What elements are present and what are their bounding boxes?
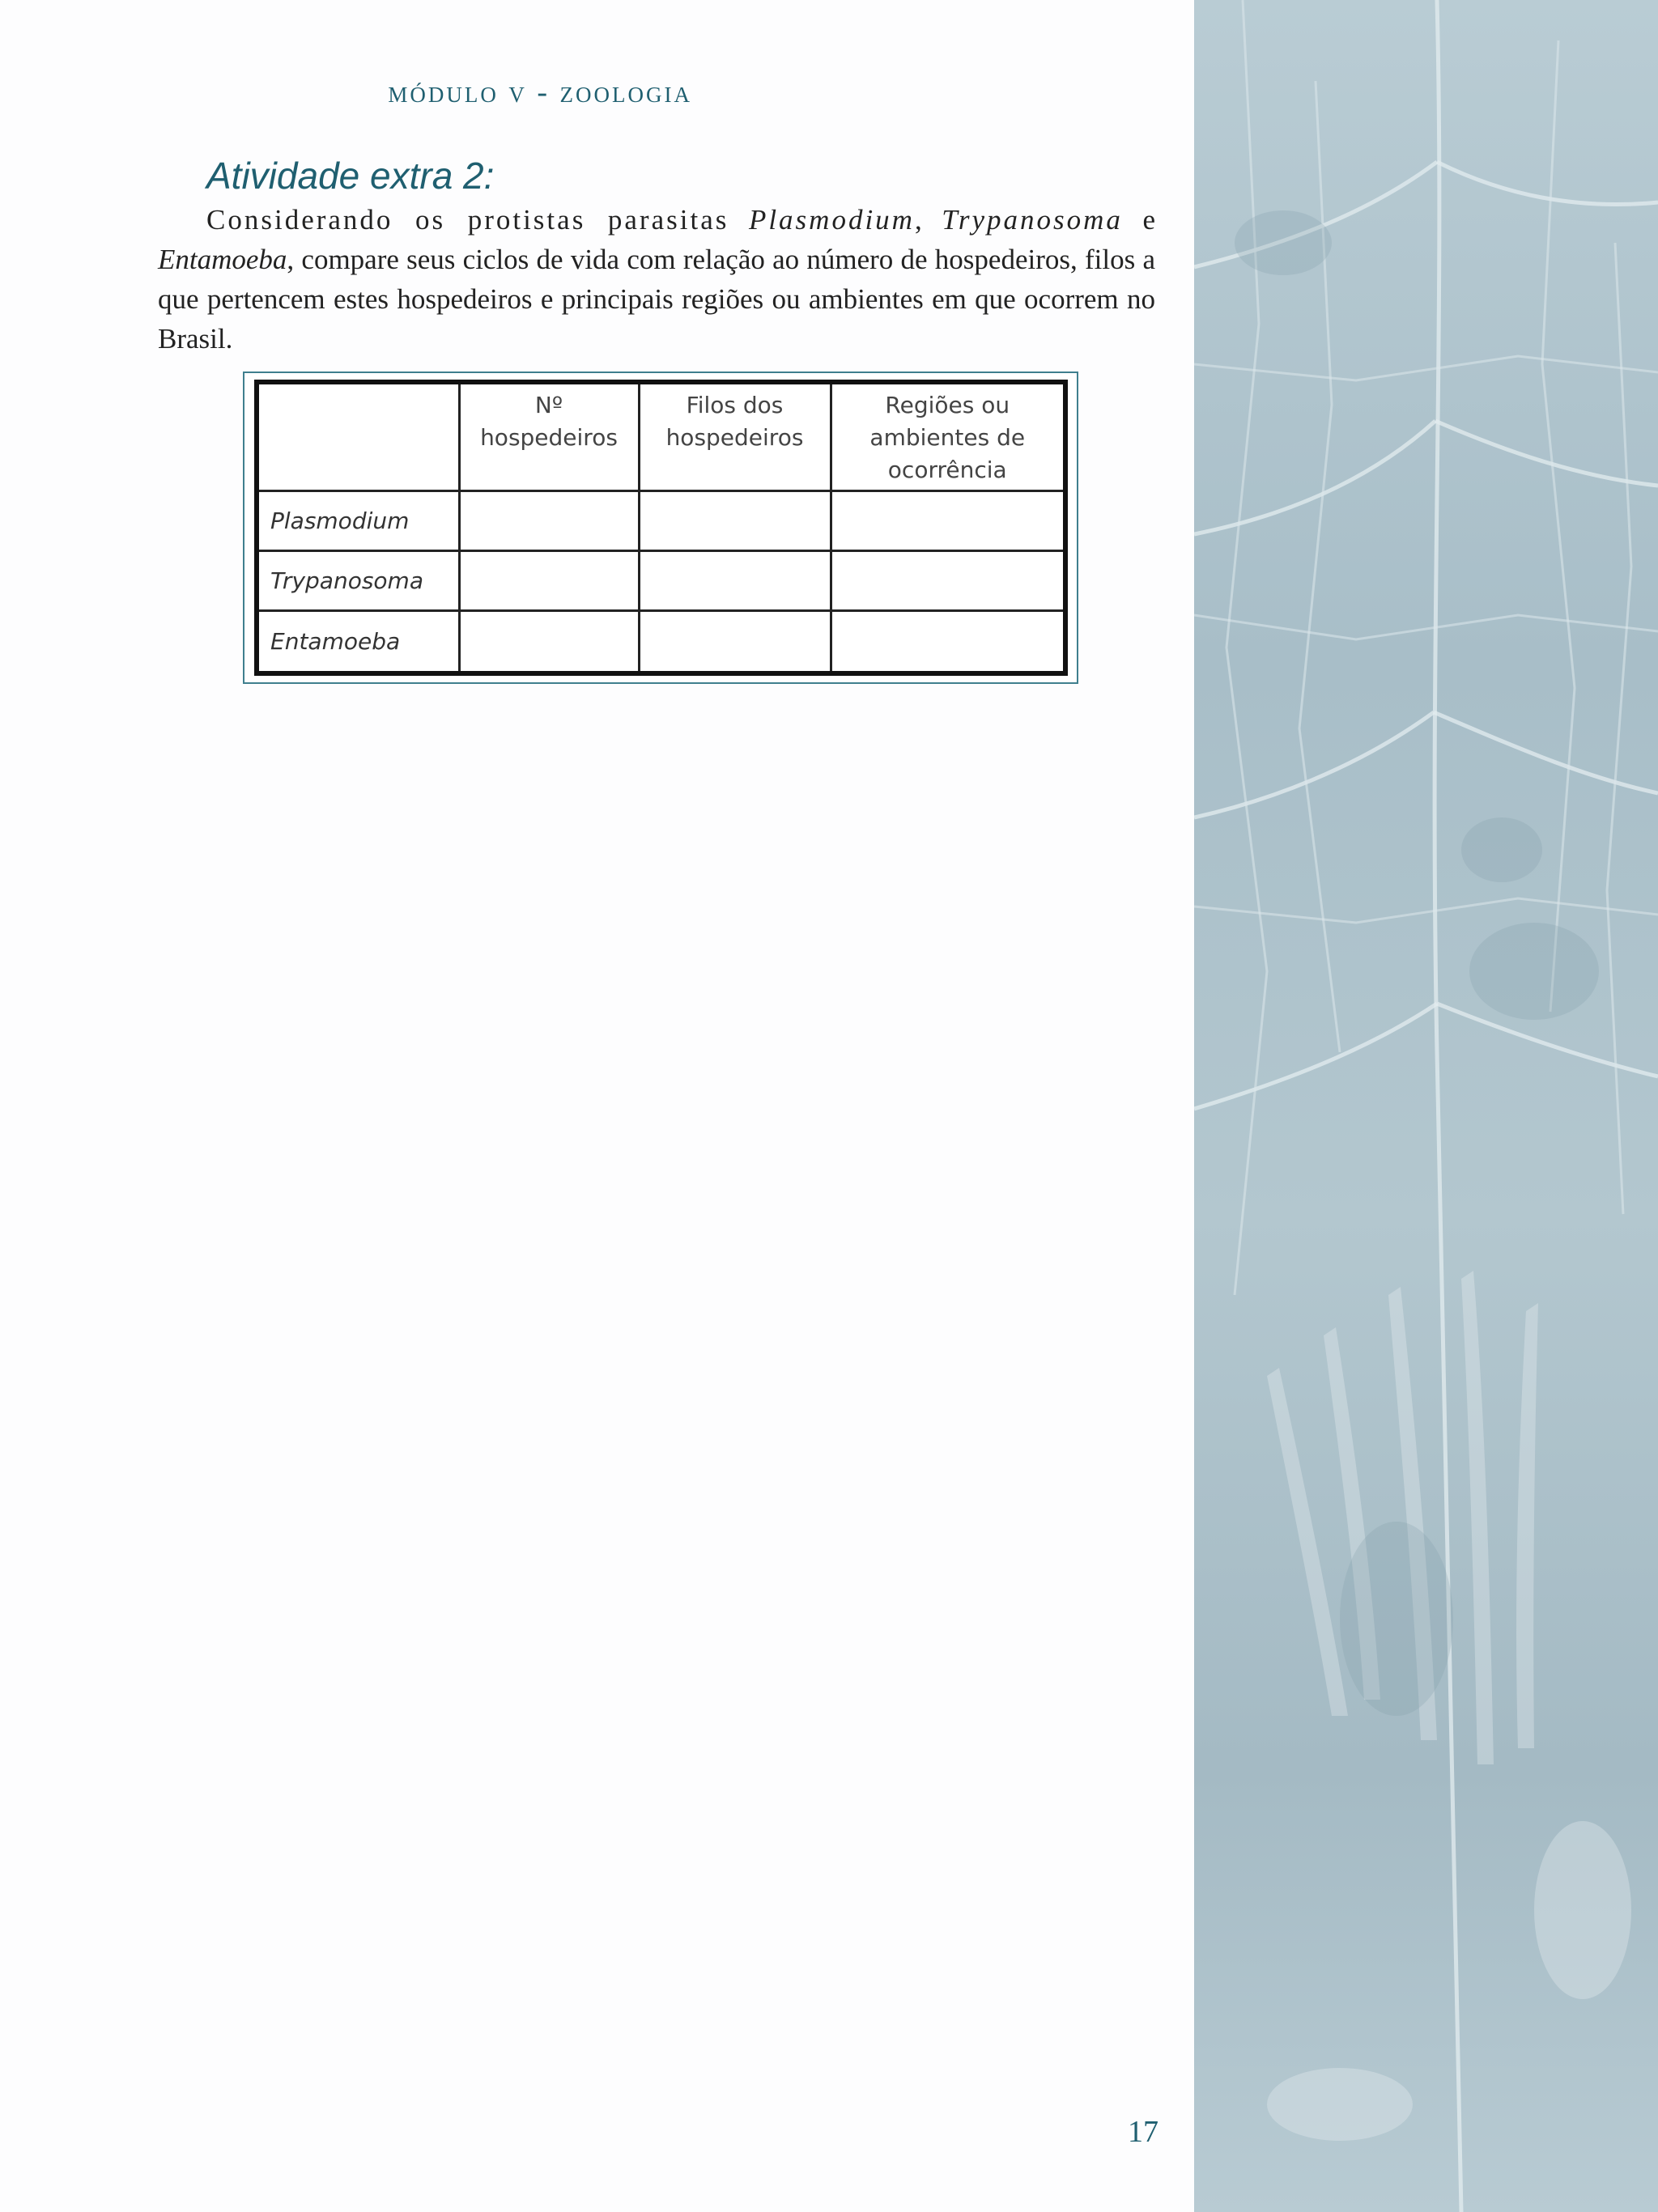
running-header: módulo v - zoologia (388, 75, 692, 109)
answer-cell[interactable] (831, 550, 1065, 610)
header-line: hospedeiros (665, 424, 804, 451)
activity-title: Atividade extra 2: (206, 155, 495, 197)
answer-cell[interactable] (639, 490, 831, 550)
answer-cell[interactable] (639, 611, 831, 673)
table-frame (243, 371, 1078, 684)
parasite-comparison-table (254, 380, 1068, 676)
answer-cell[interactable] (459, 550, 639, 610)
answer-cell[interactable] (459, 611, 639, 673)
row-label-entamoeba: Entamoeba (257, 611, 459, 673)
table-row (257, 550, 1065, 610)
page-number: 17 (1128, 2115, 1158, 2149)
header-line: Nº (534, 392, 563, 418)
header-line: hospedeiros (480, 424, 618, 451)
row-label-plasmodium: Plasmodium (257, 490, 459, 550)
organism-entamoeba: Entamoeba (158, 244, 287, 275)
header-line: ocorrência (887, 456, 1007, 483)
answer-cell[interactable] (459, 490, 639, 550)
header-empty-cell (257, 382, 459, 490)
table-header-row (257, 382, 1065, 490)
answer-cell[interactable] (831, 490, 1065, 550)
leaf-texture-image (1194, 0, 1658, 2212)
table-row (257, 611, 1065, 673)
activity-instructions (158, 200, 1155, 359)
intro-text: Considerando os protistas parasitas (206, 204, 729, 236)
decorative-leaf-panel (1194, 0, 1658, 2212)
row-label-trypanosoma: Trypanosoma (257, 550, 459, 610)
header-line: Filos dos (686, 392, 784, 418)
instructions-rest: , compare seus ciclos de vida com relação ao número de hospedeiros, filos a que pertencem estes hospedeiros e principais regiões ou ambientes em que ocorrem no Brasil. (158, 244, 1155, 355)
conjunction: e (1142, 204, 1156, 236)
answer-cell[interactable] (639, 550, 831, 610)
answer-cell[interactable] (831, 611, 1065, 673)
table-row (257, 490, 1065, 550)
header-line: Regiões ou (885, 392, 1010, 418)
header-host-phyla (639, 382, 831, 490)
header-regions (831, 382, 1065, 490)
organism-plasmodium: Plasmodium (748, 204, 915, 236)
comma: , (914, 204, 922, 236)
header-line: ambientes de (869, 424, 1026, 451)
organism-trypanosoma: Trypanosoma (942, 204, 1123, 236)
header-num-hosts (459, 382, 639, 490)
